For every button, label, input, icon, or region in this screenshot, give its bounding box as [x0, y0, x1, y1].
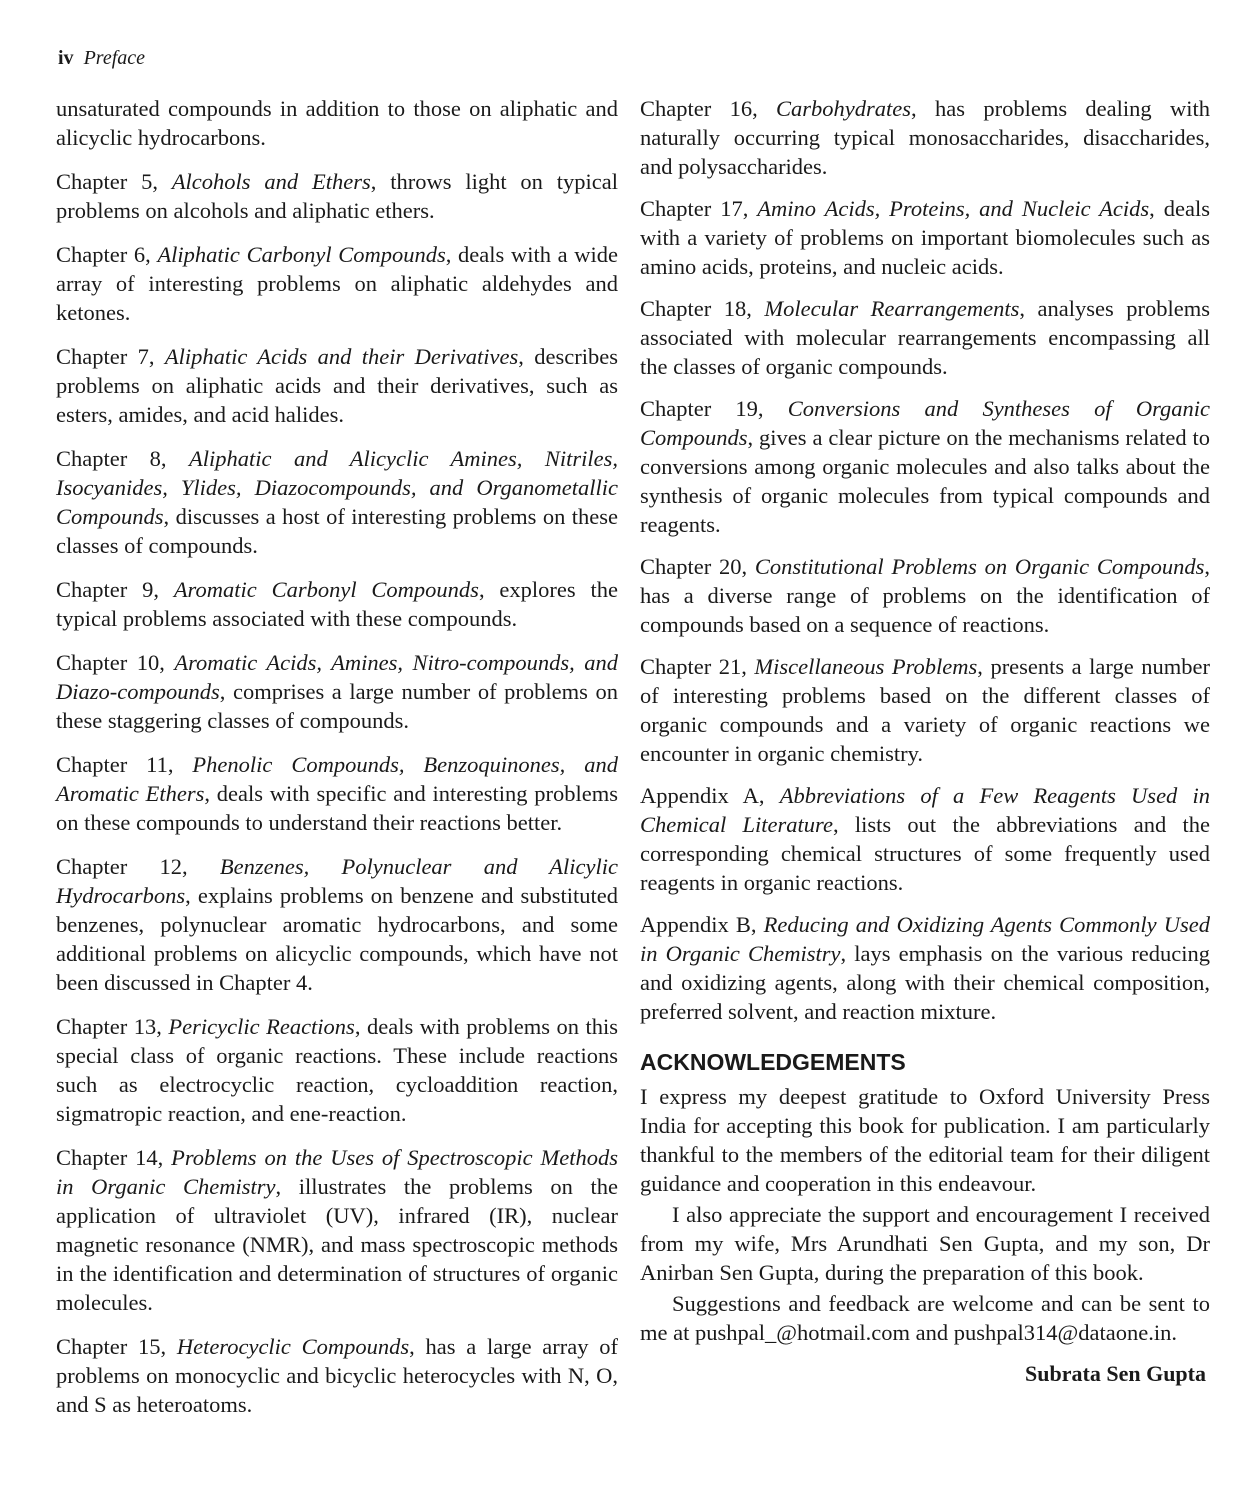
chapter-paragraph: Chapter 17, Amino Acids, Proteins, and Nucleic Acids, deals with a variety of problems on important biomolecules such as amino acids, proteins, and nucleic acids.: [640, 196, 1210, 279]
appendix-paragraph: Appendix A, Abbreviations of a Few Reagents Used in Chemical Literature, lists out the abbreviations and the corresponding chemical structures of some frequently used reagents in organic reactions.: [640, 783, 1210, 895]
acknowledgements-heading: ACKNOWLEDGEMENTS: [640, 1049, 906, 1075]
acknowledgements-body: [640, 1082, 1210, 1347]
right-column: [640, 94, 1210, 1388]
appendix-paragraph: Appendix B, Reducing and Oxidizing Agents Commonly Used in Organic Chemistry, lays emphasis on the various reducing and oxidizing agents, along with their chemical composition, preferred solvent, and reaction mixture.: [640, 912, 1211, 1024]
chapter-paragraph: Chapter 18, Molecular Rearrangements, analyses problems associated with molecular rearrangements encompassing all the classes of organic compounds.: [640, 296, 1210, 379]
chapter-paragraph: Chapter 7, Aliphatic Acids and their Derivatives, describes problems on aliphatic acids and their derivatives, such as esters, amides, and acid halides.: [56, 344, 618, 427]
chapter-paragraph: Chapter 14, Problems on the Uses of Spectroscopic Methods in Organic Chemistry, illustrates the problems on the application of ultraviolet (UV), infrared (IR), nuclear magnetic resonance (NMR), and mass spectroscopic methods in the identification and determination of structures of organic molecules.: [56, 1145, 619, 1315]
acknowledgement-paragraph: I also appreciate the support and encouragement I received from my wife, Mrs Arundhati Sen Gupta, and my son, Dr Anirban Sen Gupta, during the preparation of this book.: [640, 1202, 1210, 1285]
chapter-paragraph: Chapter 20, Constitutional Problems on Organic Compounds, has a diverse range of problems on the identification of compounds based on a sequence of reactions.: [640, 554, 1210, 637]
chapter-paragraph: Chapter 6, Aliphatic Carbonyl Compounds, deals with a wide array of interesting problems on aliphatic aldehydes and ketones.: [56, 242, 618, 325]
chapter-paragraph: Chapter 10, Aromatic Acids, Amines, Nitro-compounds, and Diazo-compounds, comprises a large number of problems on these staggering classes of compounds.: [56, 650, 619, 733]
chapter-paragraph: Chapter 15, Heterocyclic Compounds, has a large array of problems on monocyclic and bicyclic heterocycles with N, O, and S as heteroatoms.: [56, 1334, 618, 1417]
chapter-paragraph: Chapter 19, Conversions and Syntheses of Organic Compounds, gives a clear picture on the mechanisms related to conversions among organic molecules and also talks about the synthesis of organic molecules from typical compounds and reagents.: [640, 396, 1210, 537]
chapter-paragraph: Chapter 8, Aliphatic and Alicyclic Amines, Nitriles, Isocyanides, Ylides, Diazocompounds, and Organometallic Compounds, discusses a host of interesting problems on these classes of compounds.: [56, 446, 618, 558]
chapter-paragraph: unsaturated compounds in addition to those on aliphatic and alicyclic hydrocarbons.: [56, 96, 618, 150]
chapter-paragraph: Chapter 5, Alcohols and Ethers, throws light on typical problems on alcohols and aliphatic ethers.: [56, 169, 619, 223]
left-column: [56, 94, 618, 1419]
chapter-paragraph: Chapter 13, Pericyclic Reactions, deals with problems on this special class of organic reactions. These include reactions such as electrocyclic reaction, cycloaddition reaction, sigmatropic reaction, and ene-reaction.: [56, 1014, 618, 1126]
author-signature: Subrata Sen Gupta: [1025, 1361, 1206, 1386]
chapter-paragraph: Chapter 12, Benzenes, Polynuclear and Alicylic Hydrocarbons, explains problems on benzene and substituted benzenes, polynuclear aromatic hydrocarbons, and some additional problems on alicyclic compounds, which have not been discussed in Chapter 4.: [56, 854, 618, 995]
running-title: Preface: [83, 47, 146, 69]
chapter-paragraph: Chapter 21, Miscellaneous Problems, presents a large number of interesting problems based on the different classes of organic compounds and a variety of organic reactions we encounter in organic chemistry.: [640, 654, 1210, 766]
acknowledgement-paragraph: I express my deepest gratitude to Oxford University Press India for accepting this book for publication. I am particularly thankful to the members of the editorial team for their diligent guidance and cooperation in this endeavour.: [640, 1084, 1210, 1196]
chapter-paragraph: Chapter 11, Phenolic Compounds, Benzoquinones, and Aromatic Ethers, deals with specific and interesting problems on these compounds to understand their reactions better.: [56, 752, 618, 835]
running-head: [58, 46, 145, 70]
page-number: iv: [58, 47, 74, 69]
chapter-paragraph: Chapter 16, Carbohydrates, has problems dealing with naturally occurring typical monosaccharides, disaccharides, and polysaccharides.: [640, 96, 1210, 179]
chapter-paragraph: Chapter 9, Aromatic Carbonyl Compounds, explores the typical problems associated with these compounds.: [56, 577, 618, 631]
acknowledgement-paragraph: Suggestions and feedback are welcome and can be sent to me at pushpal_@hotmail.com and pushpal314@dataone.in.: [640, 1291, 1210, 1345]
